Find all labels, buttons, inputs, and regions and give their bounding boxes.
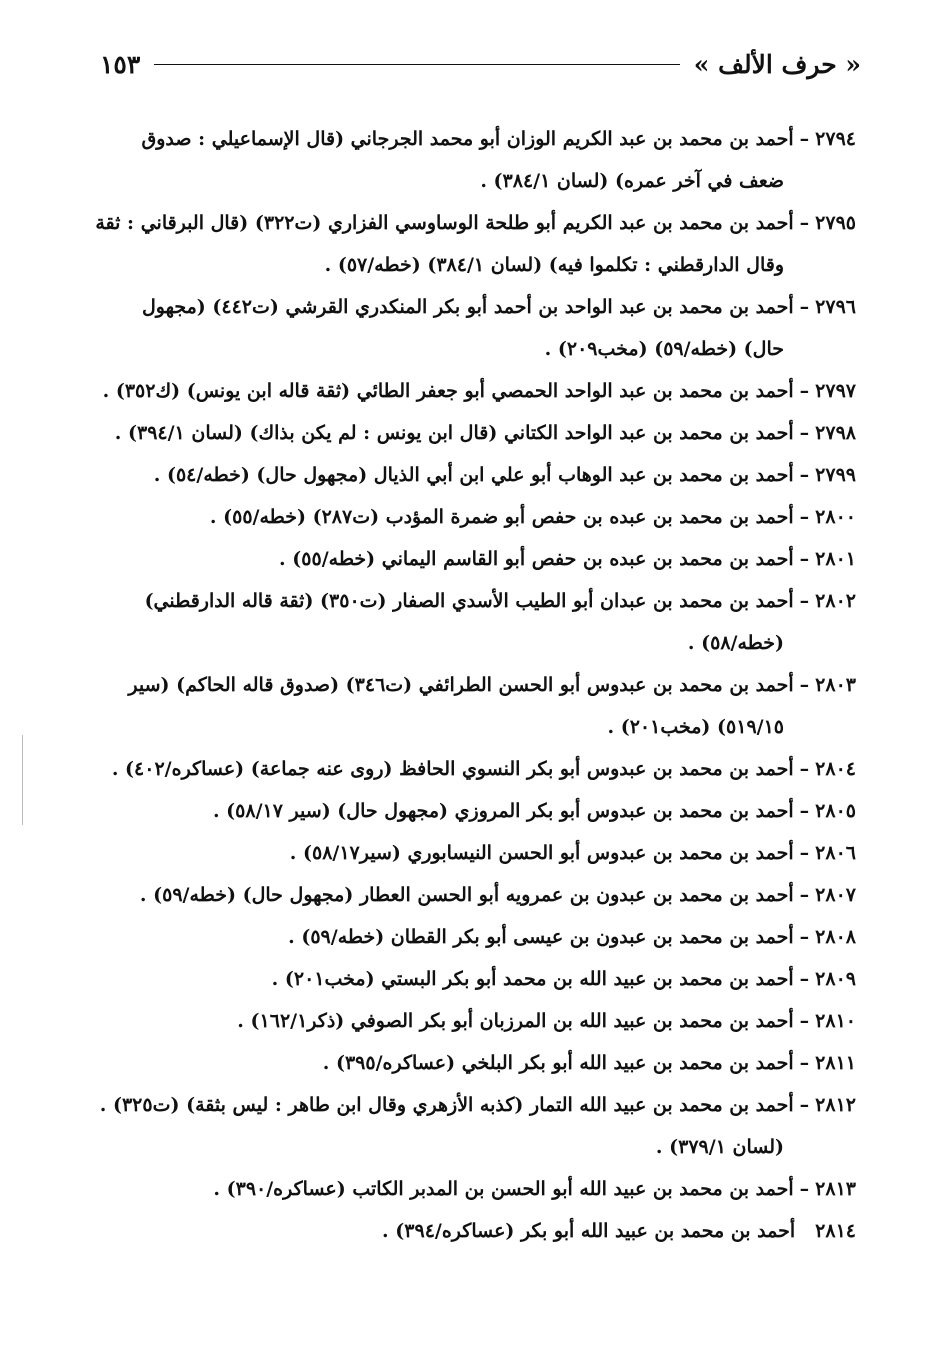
entry-item [95, 538, 856, 580]
page-header [100, 44, 861, 84]
entry-dash: – [799, 128, 810, 150]
entry-dash: – [799, 884, 810, 906]
entry-dash: – [799, 1052, 810, 1074]
entry-number: ٢٨٠١ [815, 548, 856, 570]
entry-number: ٢٧٩٨ [815, 422, 856, 444]
running-title: « حرف الألف » [693, 49, 861, 79]
entry-dash: – [799, 506, 810, 528]
entry-dash: – [799, 800, 810, 822]
entry-text: أحمد بن محمد بن عبده بن حفص أبو ضمرة المؤدب (ت٢٨٧) (خطه/٥٥) . [209, 506, 794, 528]
entry-number: ٢٧٩٤ [815, 128, 856, 150]
entry-item [95, 748, 856, 790]
entry-text: أحمد بن محمد بن عبد الوهاب أبو علي ابن أبي الذيال (مجهول حال) (خطه/٥٤) . [153, 464, 794, 486]
entry-number: ٢٨١٠ [815, 1010, 856, 1032]
entry-number: ٢٧٩٥ [815, 212, 856, 234]
entry-dash: – [799, 758, 810, 780]
entry-number: ٢٧٩٦ [815, 296, 856, 318]
entry-dash: – [799, 926, 810, 948]
entry-text: أحمد بن محمد بن عبد الواحد الحمصي أبو جعفر الطائي (ثقة قاله ابن يونس) (ك٣٥٢) . [102, 380, 794, 402]
entry-item [95, 1210, 856, 1252]
entry-item [95, 118, 856, 202]
entry-dash: – [799, 968, 810, 990]
entry-dash: – [799, 1094, 810, 1116]
entry-dash: – [799, 1010, 810, 1032]
entry-text: أحمد بن محمد بن عبيد الله أبو بكر البلخي (عساكره/٣٩٥) . [322, 1052, 794, 1074]
entry-continuation: (لسان ٣٧٩/١) . [655, 1136, 784, 1158]
entry-text: أحمد بن محمد بن عبدوس أبو بكر النسوي الحافظ (روى عنه جماعة) (عساكره/٤٠٢) . [111, 758, 794, 780]
entry-text: أحمد بن محمد بن عبد الواحد بن أحمد أبو بكر المنكدري القرشي (ت٤٤٢) (مجهول [141, 296, 794, 318]
entry-dash: – [799, 380, 810, 402]
scan-margin-line [22, 735, 23, 825]
entry-text: أحمد بن محمد بن عبيد الله أبو بكر (عساكره/٣٩٤) . [382, 1220, 796, 1242]
entry-number: ٢٨١٣ [815, 1178, 856, 1200]
entry-number: ٢٨٠٩ [815, 968, 856, 990]
entry-number: ٢٨٠٣ [815, 674, 856, 696]
entry-dash: – [799, 296, 810, 318]
entry-item [95, 496, 856, 538]
entry-item [95, 958, 856, 1000]
header-rule [154, 64, 679, 65]
entry-dash: – [799, 842, 810, 864]
entry-text: أحمد بن محمد بن عبد الكريم الوزان أبو محمد الجرجاني (قال الإسماعيلي : صدوق [141, 128, 794, 150]
entry-number: ٢٨٠٠ [815, 506, 856, 528]
entry-dash: – [799, 548, 810, 570]
entry-number: ٢٧٩٧ [815, 380, 856, 402]
entry-number: ٢٨٠٤ [815, 758, 856, 780]
entry-number: ٢٧٩٩ [815, 464, 856, 486]
entry-number: ٢٨٠٧ [815, 884, 856, 906]
entry-item [95, 286, 856, 370]
entry-item [95, 1084, 856, 1168]
entry-dash: – [799, 1178, 810, 1200]
entry-continuation: (خطه/٥٨) . [687, 632, 784, 654]
entry-text: أحمد بن محمد بن عبيد الله بن محمد أبو بكر البستي (مخب٢٠١) . [271, 968, 794, 990]
entry-number: ٢٨١٢ [815, 1094, 856, 1116]
entry-item [95, 874, 856, 916]
entry-item [95, 412, 856, 454]
entry-text: أحمد بن محمد بن عبدوس أبو الحسن النيسابوري (سير٥٨/١٧) . [289, 842, 794, 864]
page-number: ١٥٣ [100, 49, 141, 79]
entry-text: أحمد بن محمد بن عبدون بن عيسى أبو بكر القطان (خطه/٥٩) . [288, 926, 794, 948]
entry-number: ٢٨٠٢ [815, 590, 856, 612]
entry-item [95, 832, 856, 874]
entry-item [95, 370, 856, 412]
entry-dash: – [799, 590, 810, 612]
entry-item [95, 454, 856, 496]
entry-list [95, 118, 856, 1252]
entry-continuation: ٥١٩/١٥) (مخب٢٠١) . [607, 716, 784, 738]
entry-item [95, 1000, 856, 1042]
entry-text: أحمد بن محمد بن عبيد الله أبو الحسن بن المدبر الكاتب (عساكره/٣٩٠) . [213, 1178, 794, 1200]
entry-number: ٢٨١١ [815, 1052, 856, 1074]
entry-dash: – [799, 464, 810, 486]
entry-text: أحمد بن محمد بن عبد الواحد الكتاني (قال ابن يونس : لم يكن بذاك) (لسان ٣٩٤/١) . [114, 422, 794, 444]
entry-item [95, 580, 856, 664]
entry-text: أحمد بن محمد بن عبيد الله بن المرزبان أبو بكر الصوفي (ذكر١٦٢/١) . [237, 1010, 794, 1032]
entry-dash: – [799, 422, 810, 444]
entry-item [95, 1042, 856, 1084]
entry-continuation: وقال الدارقطني : تكلموا فيه) (لسان ٣٨٤/١) (خطه/٥٧) . [324, 254, 784, 276]
entry-item [95, 202, 856, 286]
entry-continuation: حال) (خطه/٥٩) (مخب٢٠٩) . [544, 338, 784, 360]
entry-text: أحمد بن محمد بن عبده بن حفص أبو القاسم اليماني (خطه/٥٥) . [279, 548, 794, 570]
entry-text: أحمد بن محمد بن عبدوس أبو الحسن الطرائفي (ت٣٤٦) (صدوق قاله الحاكم) (سير [128, 674, 794, 696]
entry-text: أحمد بن محمد بن عبد الكريم أبو طلحة الوساوسي الفزاري (ت٣٢٢) (قال البرقاني : ثقة [95, 212, 794, 234]
entry-text: أحمد بن محمد بن عبدان أبو الطيب الأسدي الصفار (ت٣٥٠) (ثقة قاله الدارقطني) [144, 590, 794, 612]
entry-continuation: ضعف في آخر عمره) (لسان ٣٨٤/١) . [480, 170, 784, 192]
entry-text: أحمد بن محمد بن عبيد الله التمار (كذبه الأزهري وقال ابن طاهر : ليس بثقة) (ت٣٢٥) . [99, 1094, 794, 1116]
entry-dash: – [799, 212, 810, 234]
entry-item [95, 916, 856, 958]
entry-number: ٢٨٠٥ [815, 800, 856, 822]
entry-item [95, 1168, 856, 1210]
entry-text: أحمد بن محمد بن عبدون بن عمرويه أبو الحسن العطار (مجهول حال) (خطه/٥٩) . [139, 884, 794, 906]
entry-text: أحمد بن محمد بن عبدوس أبو بكر المروزي (مجهول حال) (سير ٥٨/١٧) . [212, 800, 794, 822]
entry-item [95, 664, 856, 748]
entry-number: ٢٨١٤ [815, 1220, 856, 1242]
entry-dash: – [799, 674, 810, 696]
entry-item [95, 790, 856, 832]
entry-number: ٢٨٠٦ [815, 842, 856, 864]
entry-number: ٢٨٠٨ [815, 926, 856, 948]
